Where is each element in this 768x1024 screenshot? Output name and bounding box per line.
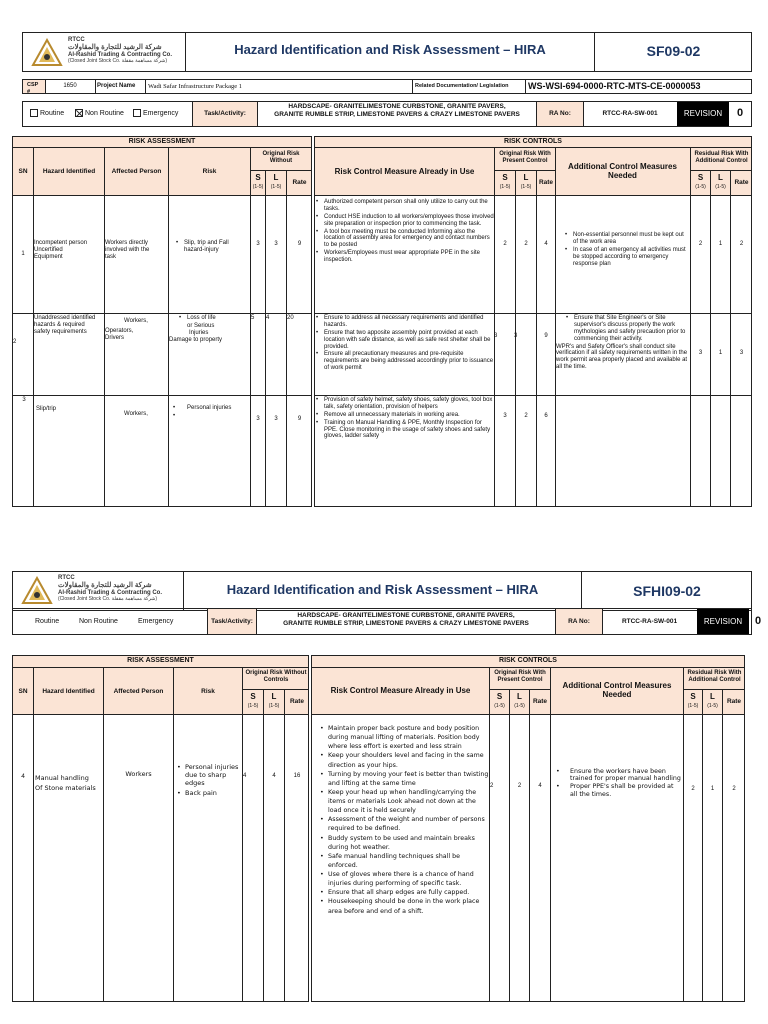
l2-scale: (1-5) bbox=[520, 184, 532, 190]
sn-header: SN bbox=[18, 688, 28, 695]
row2-s3: 3 bbox=[698, 350, 703, 356]
control-measure-header: Risk Control Measure Already in Use bbox=[334, 167, 475, 176]
row4-s1: 4 bbox=[243, 773, 247, 779]
row3-r1: 9 bbox=[297, 416, 302, 422]
row2-r3: 3 bbox=[739, 350, 744, 356]
row1-r2: 4 bbox=[544, 241, 548, 247]
affected-header: Affected Person bbox=[113, 688, 164, 695]
s1-header: S bbox=[250, 692, 256, 701]
row2-hazard: Unaddressed identified hazards & required safety requirements bbox=[34, 315, 96, 335]
project-name-value: Wadi Safar Infrastructure Package 1 bbox=[148, 83, 243, 90]
routine-option[interactable]: Routine bbox=[30, 109, 64, 118]
row3-affected: Workers, bbox=[124, 411, 148, 417]
l3-scale: (1-5) bbox=[707, 703, 718, 709]
row2-l3: 1 bbox=[718, 350, 723, 356]
rate3-header: Rate bbox=[734, 179, 749, 186]
company-sub: (Closed Joint Stock Co. شركة مساهمة مقفلة) bbox=[68, 58, 168, 64]
additional-header: Additional Control Measures Needed bbox=[562, 681, 672, 700]
s1-header: S bbox=[255, 173, 261, 182]
csp-value: 1650 bbox=[63, 83, 77, 89]
task-label: Task/Activity: bbox=[211, 618, 253, 625]
row4-l1: 4 bbox=[272, 773, 276, 779]
row4-additional: • Ensure the workers have been trained for proper manual handling • Proper PPE's shall be provided at all the times. bbox=[556, 768, 682, 799]
row2-r2: 9 bbox=[544, 333, 548, 339]
project-name-label: Project Name bbox=[97, 83, 136, 89]
company-short: RTCC bbox=[68, 37, 85, 43]
row4-l3: 1 bbox=[710, 786, 715, 792]
row1-sn: 1 bbox=[21, 251, 25, 257]
emergency-option[interactable]: Emergency bbox=[133, 109, 178, 118]
orig-without-header: Original Risk Without Controls bbox=[245, 670, 307, 683]
row1-l3: 1 bbox=[718, 241, 723, 247]
rate3-header: Rate bbox=[726, 698, 742, 705]
ra-label: RA No: bbox=[549, 110, 571, 117]
row3-s1: 3 bbox=[256, 416, 260, 422]
row4-l2: 2 bbox=[517, 783, 522, 789]
company-sub: (Closed Joint Stock Co. شركة مساهمة مقفلة) bbox=[58, 596, 158, 602]
row1-l2: 2 bbox=[524, 241, 528, 247]
s1-scale: (1-5) bbox=[252, 184, 264, 190]
orig-with-header: Original Risk With Present Control bbox=[499, 151, 551, 164]
s2-header: S bbox=[502, 173, 508, 182]
row4-r1: 16 bbox=[293, 773, 301, 779]
residual-header: Residual Risk With Additional Control bbox=[687, 670, 742, 683]
revision-value: 0 bbox=[736, 107, 744, 119]
row1-hazard: Incompetent person Uncertified Equipment bbox=[34, 240, 88, 260]
affected-header: Affected Person bbox=[111, 168, 162, 175]
row3-r2: 6 bbox=[544, 413, 548, 419]
l1-header: L bbox=[271, 692, 277, 701]
additional-header: Additional Control Measures Needed bbox=[568, 162, 677, 181]
risk-controls-heading: RISK CONTROLS bbox=[499, 657, 557, 664]
related-doc-value: WS-WSI-694-0000-RTC-MTS-CE-0000053 bbox=[528, 81, 701, 91]
l1-header: L bbox=[273, 173, 279, 182]
s1-scale: (1-5) bbox=[247, 703, 259, 709]
row4-s2: 2 bbox=[490, 783, 494, 789]
company-logo bbox=[20, 576, 180, 608]
row1-s3: 2 bbox=[698, 241, 703, 247]
risk-header: Risk bbox=[201, 688, 215, 695]
s3-header: S bbox=[697, 173, 704, 182]
orig-without-header: Original Risk Without bbox=[262, 151, 300, 164]
row4-risk: • Personal injuries due to sharp edges • Back pain bbox=[177, 763, 242, 799]
emergency-checkbox[interactable] bbox=[133, 109, 141, 117]
rate2-header: Rate bbox=[538, 179, 554, 186]
csp-label: CSP # bbox=[27, 82, 39, 96]
row2-risk: • Loss of life or Serious Injuries Damage to property bbox=[169, 315, 250, 344]
company-arabic: شركة الرشيد للتجارة والمقاولات bbox=[68, 44, 162, 51]
task-line1: HARDSCAPE- GRANITELIMESTONE CURBSTONE, GRANITE PAVERS, bbox=[297, 612, 515, 619]
row2-affected: Workers, Operators, Drivers bbox=[105, 318, 148, 341]
revision-value: 0 bbox=[754, 615, 762, 627]
ra-label: RA No: bbox=[568, 618, 590, 625]
s3-scale: (1-5) bbox=[695, 184, 706, 190]
row3-l2: 2 bbox=[524, 413, 528, 419]
task-line2: GRANITE RUMBLE STRIP, LIMESTONE PAVERS & CRAZY LIMESTONE PAVERS bbox=[274, 111, 520, 118]
risk-assessment-heading: RISK ASSESSMENT bbox=[127, 657, 194, 664]
l3-scale: (1-5) bbox=[715, 184, 726, 190]
rate2-header: Rate bbox=[532, 698, 548, 705]
l2-scale: (1-5) bbox=[514, 703, 525, 709]
revision-label: REVISION bbox=[683, 109, 723, 118]
company-short: RTCC bbox=[58, 575, 75, 581]
row1-r1: 9 bbox=[297, 241, 302, 247]
s3-scale: (1-5) bbox=[687, 703, 699, 709]
row2-s2: 3 bbox=[494, 333, 498, 339]
l3-header: L bbox=[718, 173, 723, 182]
l2-header: L bbox=[517, 692, 522, 701]
row4-s3: 2 bbox=[691, 786, 695, 792]
row2-controls: • Ensure to address all necessary requirements and identified hazards. • Ensure that two apposite assembly point provided at each location with safe distance, as well as safe rest shelter shall be provided. • Ensure all precautionary measures and pre-requisite requirements are being addressed accordingly prior to issuance of work permit bbox=[316, 315, 494, 373]
s2-scale: (1-5) bbox=[494, 703, 505, 709]
non-routine-checkbox[interactable] bbox=[75, 109, 83, 117]
revision-label: REVISION bbox=[703, 617, 743, 626]
row4-sn: 4 bbox=[21, 773, 25, 780]
emergency-option[interactable]: Emergency bbox=[138, 618, 174, 625]
company-logo bbox=[30, 38, 180, 68]
rtcc-emblem-icon bbox=[20, 576, 54, 606]
row3-s2: 3 bbox=[503, 413, 507, 419]
page-title: Hazard Identification and Risk Assessment – HIRA bbox=[234, 42, 546, 57]
risk-assessment-heading: RISK ASSESSMENT bbox=[128, 138, 196, 145]
row1-s1: 3 bbox=[256, 241, 260, 247]
row2-l2: 3 bbox=[514, 333, 518, 339]
row3-l1: 3 bbox=[274, 416, 278, 422]
row2-additional: • Ensure that Site Engineer's or Site supervisor's discuss properly the work mythologies and safety precaution prior to commencing their activity. WPR's and Safety Officer's shall conduct site verification if all safety requirements written in the work permit area properly placed and available at all the time. bbox=[556, 315, 690, 371]
row4-affected: Workers bbox=[125, 770, 152, 778]
control-measure-header: Risk Control Measure Already in Use bbox=[330, 686, 471, 695]
row1-controls: • Authorized competent person shall only utilize to carry out the tasks. • Conduct HSE induction to all workers/employees those involved site preparation or inspection prior to commencing the task. • A tool box meeting must be conducted Informing also the location of assembly area for emergency and contact numbers to be posted • Workers/Employees must wear appropriate PPE in the site inspection. bbox=[316, 199, 494, 265]
related-doc-label: Related Documentation/ Legislation bbox=[415, 83, 509, 89]
row4-hazard: Manual handling Of Stone materials bbox=[35, 774, 96, 793]
rtcc-emblem-icon bbox=[30, 38, 64, 68]
s2-scale: (1-5) bbox=[499, 184, 511, 190]
company-english: Al-Rashid Trading & Contracting Co. bbox=[58, 590, 163, 596]
residual-header: Residual Risk With Additional Control bbox=[694, 151, 749, 164]
risk-header: Risk bbox=[202, 168, 217, 175]
l2-header: L bbox=[523, 173, 529, 182]
rate1-header: Rate bbox=[292, 179, 307, 186]
row3-controls: • Provision of safety helmet, safety shoes, safety gloves, tool box talk, safety orientation, provision of helpers • Remove all unnecessary materials in working area. • Training on Manual Handling & PPE, Monthly Inspection for PPE. Close monitoring in the usage of safety shoes and safety gloves, ladder safety bbox=[316, 397, 494, 441]
row2-l1: 4 bbox=[266, 315, 270, 321]
row1-l1: 3 bbox=[274, 241, 278, 247]
company-arabic: شركة الرشيد للتجارة والمقاولات bbox=[58, 582, 152, 589]
row4-r3: 2 bbox=[732, 786, 736, 792]
row4-controls: • Maintain proper back posture and body position during manual lifting of materials. Position body where less effort is exerted and less strain • Keep your shoulders level and facing in the same direction as your hips. • Turning by moving your feet is better than twisting and lifting at the same time • Keep your head up when handling/carrying the items or materials Look ahead not down at the load once it is held securely • Assessment of the weight and number of persons required to be defined. • Buddy system to be used and maintain breaks during hot weather. • Safe manual handling techniques shall be enforced. • Use of gloves where there is a chance of hand injuries during performing of specific task. • Ensure that all sharp edges are fully capped. • Housekeeping should be done in the work place area before and end of a shift. bbox=[320, 724, 489, 916]
row3-sn: 3 bbox=[22, 397, 26, 403]
hazard-header: Hazard Identified bbox=[42, 688, 95, 695]
l1-scale: (1-5) bbox=[268, 703, 280, 709]
row1-r3: 2 bbox=[739, 241, 744, 247]
row3-risk: • Personal injuries bbox=[173, 405, 250, 413]
row3-hazard: Slip/trip bbox=[36, 406, 57, 412]
row2-r1: 20 bbox=[287, 315, 294, 321]
task-line1: HARDSCAPE- GRANITELIMESTONE CURBSTONE, GRANITE PAVERS, bbox=[288, 103, 506, 110]
risk-controls-heading: RISK CONTROLS bbox=[504, 138, 562, 145]
routine-checkbox[interactable] bbox=[30, 109, 38, 117]
form-code: SF09-02 bbox=[646, 43, 701, 59]
l1-scale: (1-5) bbox=[270, 184, 282, 190]
task-line2: GRANITE RUMBLE STRIP, LIMESTONE PAVERS & CRAZY LIMESTONE PAVERS bbox=[283, 620, 529, 627]
rate1-header: Rate bbox=[289, 698, 305, 705]
row4-r2: 4 bbox=[538, 783, 542, 789]
s3-header: S bbox=[690, 692, 696, 701]
row1-affected: Workers directly involved with the task bbox=[105, 240, 150, 260]
row2-s1: 5 bbox=[251, 315, 255, 321]
row1-additional: • Non-essential personnel must be kept out of the work area • In case of an emergency all activities must be stopped according to emergency response plan bbox=[565, 232, 689, 268]
row1-risk: • Slip, trip and Fall hazard-injury bbox=[176, 240, 250, 255]
row2-sn: 2 bbox=[13, 339, 17, 345]
form-code: SFHI09-02 bbox=[633, 583, 701, 599]
l3-header: L bbox=[710, 692, 715, 701]
task-label: Task/Activity: bbox=[204, 110, 246, 117]
routine-option[interactable]: Routine bbox=[35, 618, 60, 625]
non-routine-option[interactable]: Non Routine bbox=[75, 109, 124, 118]
ra-value: RTCC-RA-SW-001 bbox=[621, 618, 678, 625]
orig-with-header: Original Risk With Present Control bbox=[494, 670, 546, 683]
non-routine-option[interactable]: Non Routine bbox=[79, 618, 118, 625]
hazard-header: Hazard Identified bbox=[42, 168, 96, 175]
s2-header: S bbox=[496, 692, 503, 701]
row1-s2: 2 bbox=[503, 241, 507, 247]
ra-value: RTCC-RA-SW-001 bbox=[602, 110, 658, 117]
company-english: Al-Rashid Trading & Contracting Co. bbox=[68, 52, 173, 58]
page-title: Hazard Identification and Risk Assessment – HIRA bbox=[226, 582, 539, 597]
sn-header: SN bbox=[18, 168, 28, 175]
